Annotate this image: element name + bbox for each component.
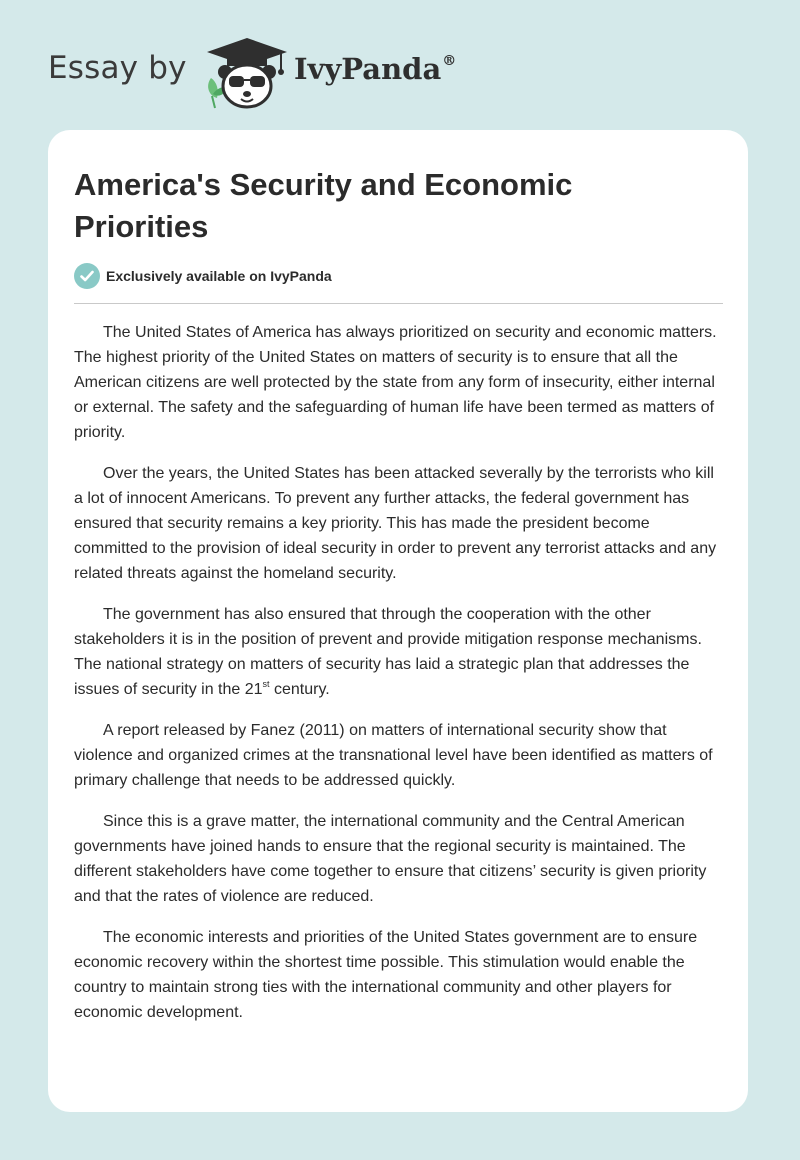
checkmark-icon	[74, 263, 100, 289]
paragraph: The government has also ensured that through the cooperation with the other stakeholders it is in the position of prevent and provide mitigation response mechanisms. The national strategy on matters of security has laid a strategic plan that addresses the issues of security in the 21st century.	[74, 606, 702, 698]
paragraph: A report released by Fanez (2011) on matters of international security show that violence and organized crimes at the transnational level have been identified as matters of primary challenge that needs to be addressed quickly.	[74, 722, 713, 789]
ivypanda-wordmark: IvyPanda®	[294, 52, 457, 86]
divider	[74, 303, 723, 304]
site-header	[48, 30, 548, 110]
paragraph: The economic interests and priorities of the United States government are to ensure economic recovery within the shortest time possible. This stimulation would enable the country to maintain strong ties with the international community and other players for economic development.	[74, 929, 698, 1021]
essay-body	[74, 320, 726, 1041]
exclusive-badge-label: Exclusively available on IvyPanda	[106, 268, 332, 284]
exclusive-badge	[74, 263, 332, 289]
paragraph: Over the years, the United States has been attacked severally by the terrorists who kill a lot of innocent Americans. To prevent any further attacks, the federal government has ensured that security remains a key priority. This has made the president become committed to the provision of ideal security in order to prevent any terrorist attacks and any related threats against the homeland security.	[74, 465, 717, 582]
essay-by-label: Essay by	[48, 50, 187, 86]
essay-title: America's Security and Economic Priorities	[74, 167, 573, 244]
essay-card	[48, 130, 748, 1112]
panda-logo-icon	[203, 36, 291, 110]
paragraph: The United States of America has always prioritized on security and economic matters. The highest priority of the United States on matters of security is to ensure that all the American citizens are well protected by the state from any form of insecurity, either internal or external. The safety and the safeguarding of human life have been termed as matters of priority.	[74, 324, 717, 441]
paragraph: Since this is a grave matter, the international community and the Central American governments have joined hands to ensure that the regional security is maintained. The different stakeholders have come together to ensure that citizens’ security is given priority and that the rates of violence are reduced.	[74, 813, 707, 905]
